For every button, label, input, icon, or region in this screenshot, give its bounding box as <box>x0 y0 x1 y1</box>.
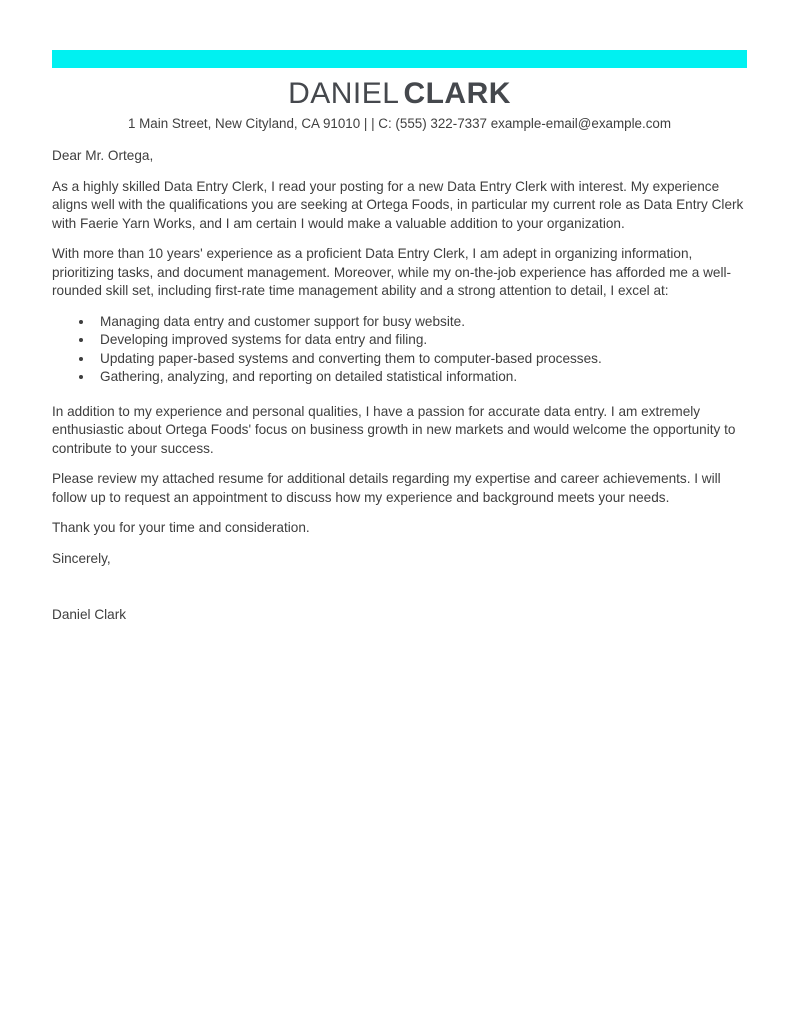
bullet-list <box>52 313 747 387</box>
bullet-item: • Updating paper-based systems and converting them to computer-based processes. <box>94 350 747 369</box>
candidate-name <box>52 77 747 111</box>
bullet-item: • Developing improved systems for data entry and filing. <box>94 331 747 350</box>
contact-line: 1 Main Street, New Cityland, CA 91010 | | C: (555) 322-7337 example-email@example.com <box>127 116 672 131</box>
body-paragraph: As a highly skilled Data Entry Clerk, I read your posting for a new Data Entry Clerk with interest. My experience aligns well with the qualifications you are seeking at Ortega Foods, in particular my current role as Data Entry Clerk with Faerie Yarn Works, and I am certain I would make a valuable addition to your organization. <box>52 178 744 231</box>
bullet-item: • Managing data entry and customer support for busy website. <box>94 313 747 332</box>
body-paragraph: Please review my attached resume for additional details regarding my expertise and career achievements. I will follow up to request an appointment to discuss how my experience and background meets your needs. <box>52 471 721 505</box>
candidate-last-name: CLARK <box>403 77 511 110</box>
body-paragraph: Thank you for your time and consideration. <box>52 520 310 535</box>
candidate-first-name: DANIEL <box>288 77 400 110</box>
body-paragraph: In addition to my experience and personal qualities, I have a passion for accurate data entry. I am extremely enthusiastic about Ortega Foods' focus on business growth in new markets and would welcome the opportunity to contribute to your success. <box>52 403 736 456</box>
bullet-item: • Gathering, analyzing, and reporting on detailed statistical information. <box>94 368 747 387</box>
letter-body <box>52 147 747 625</box>
signature: Daniel Clark <box>52 607 127 622</box>
salutation: Dear Mr. Ortega, <box>52 148 154 163</box>
body-paragraph: With more than 10 years' experience as a proficient Data Entry Clerk, I am adept in organizing information, prioritizing tasks, and document management. Moreover, while my on-the-job experience has afforded me a well-rounded skill set, including first-rate time management ability and a strong attention to detail, I excel at: <box>52 246 732 298</box>
accent-bar <box>52 50 747 68</box>
signoff: Sincerely, <box>52 550 111 566</box>
